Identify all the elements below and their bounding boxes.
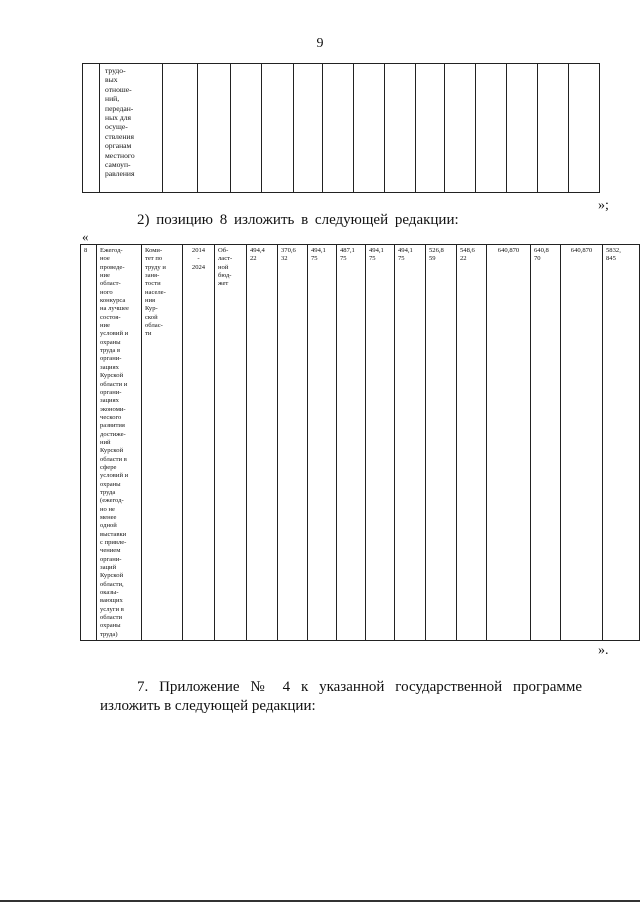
top-cell	[262, 64, 294, 193]
description-line: ческого	[100, 413, 122, 421]
description-line: развития	[100, 422, 125, 430]
description-line: зациях	[100, 397, 119, 405]
cell-value	[278, 245, 308, 641]
page-number: 9	[316, 36, 324, 51]
description-line: област-	[100, 280, 121, 288]
description-line: но не	[100, 505, 115, 513]
top-cell	[294, 64, 323, 193]
description-line: условий и	[100, 330, 129, 338]
value-line: 5832,	[606, 247, 621, 254]
cell-value	[247, 245, 278, 641]
description-line: органи-	[100, 555, 122, 563]
page-bottom-rule	[0, 900, 640, 902]
executor-line: облас-	[145, 322, 163, 330]
top-cell	[569, 64, 600, 193]
paragraph-7	[100, 678, 582, 716]
description-line: органи-	[100, 388, 122, 396]
description-line: услуги в	[100, 605, 124, 613]
source-line: Об-	[218, 247, 229, 254]
description-line: охраны	[100, 338, 121, 346]
source-line: бюд-	[218, 272, 232, 280]
period-line: 2014	[191, 247, 206, 254]
value-line: 494,1	[398, 247, 413, 254]
description-line: состоя-	[100, 313, 121, 321]
description-line: Курской	[100, 447, 124, 455]
description-line: чением	[100, 547, 121, 555]
description-line: (ежегод-	[100, 497, 124, 505]
value-line: 22	[250, 255, 257, 263]
value-line: 640,8	[534, 247, 549, 254]
description-line: ние	[100, 272, 110, 280]
description-line: одной	[100, 522, 117, 530]
top-cell-num	[83, 64, 100, 193]
top-cell	[198, 64, 231, 193]
value-line: 59	[429, 255, 436, 263]
description-line: охраны	[100, 480, 121, 488]
executor-line: тости	[145, 280, 161, 288]
value-line: 75	[311, 255, 318, 263]
description-line: ное	[100, 255, 110, 263]
cell-value	[366, 245, 395, 641]
executor-line: ской	[145, 313, 158, 321]
text-line: местного	[105, 150, 135, 160]
top-cell	[354, 64, 385, 193]
closing-quote-1: »;	[598, 198, 609, 213]
period-line: -	[197, 255, 200, 263]
description-line: области в	[100, 455, 127, 463]
top-table-fragment	[82, 63, 600, 193]
cell-value	[308, 245, 337, 641]
source-line: ной	[218, 263, 229, 271]
executor-line: ния	[145, 297, 156, 305]
closing-quote-2: ».	[598, 643, 609, 658]
paragraph-7-line-2: изложить в следующей редакции:	[100, 698, 316, 714]
description-line: труда)	[100, 630, 118, 638]
value-line: 22	[460, 255, 467, 263]
executor-line: ти	[145, 330, 152, 338]
cell-value	[487, 245, 531, 641]
period-line: 2024	[191, 263, 206, 271]
description-line: Курской	[100, 372, 124, 380]
value-line: 494,1	[369, 247, 384, 254]
top-cell	[163, 64, 198, 193]
description-line: проведе-	[100, 263, 125, 271]
cell-value	[426, 245, 457, 641]
value-line: 845	[606, 255, 616, 263]
executor-line: заня-	[145, 272, 160, 280]
description-line: оказы-	[100, 589, 119, 597]
top-cell	[538, 64, 569, 193]
value-line: 548,6	[460, 247, 475, 254]
description-line: конкурса	[100, 297, 126, 305]
cell-period	[183, 245, 215, 641]
description-line: Курской	[100, 572, 124, 580]
description-line: области,	[100, 580, 124, 588]
cell-value	[603, 245, 640, 641]
value-line: 70	[534, 255, 541, 263]
opening-quote: «	[82, 229, 89, 244]
top-cell	[445, 64, 476, 193]
description-line: труда	[100, 488, 116, 496]
item-2-text: 2) позицию 8 изложить в следующей редакции:	[137, 212, 459, 228]
description-line: выставки	[100, 530, 127, 538]
cell-value	[395, 245, 426, 641]
description-line: ного	[100, 288, 113, 296]
value-line: 487,1	[340, 247, 355, 254]
description-line: труда в	[100, 347, 121, 355]
description-line: с привле-	[100, 539, 127, 547]
description-line: достиже-	[100, 430, 126, 438]
description-line: ние	[100, 322, 110, 330]
description-line: вающих	[100, 597, 123, 605]
description-line: условий и	[100, 472, 129, 480]
top-fragment-text	[100, 64, 162, 179]
value-line: 526,8	[429, 247, 444, 254]
value-line: 494,4	[250, 247, 265, 254]
description-line: охраны	[100, 622, 121, 630]
top-cell	[231, 64, 262, 193]
source-line: ласт-	[218, 255, 233, 263]
top-cell	[385, 64, 416, 193]
cell-num: 8	[81, 245, 97, 641]
executor-line: тет по	[145, 255, 163, 263]
description-line: сфере	[100, 463, 117, 471]
cell-description	[97, 245, 142, 641]
text-line: трудо-	[105, 66, 126, 75]
paragraph-7-line-1: 7. Приложение № 4 к указанной государственной программе	[137, 679, 582, 695]
value-line: 494,1	[311, 247, 326, 254]
executor-line: труду и	[145, 263, 166, 271]
cell-value	[561, 245, 603, 641]
description-line: области	[100, 614, 123, 622]
value-line: 640,870	[570, 247, 593, 254]
text-line: отноше-	[105, 84, 132, 94]
text-line: ний,	[105, 94, 120, 104]
source-line: жет	[218, 280, 229, 288]
text-line: равления	[105, 169, 135, 179]
value-line: 75	[398, 255, 405, 263]
text-line: ствления	[105, 131, 134, 141]
executor-line: населе-	[145, 288, 166, 296]
text-line: самоуп-	[105, 160, 131, 170]
value-line: 370,6	[281, 247, 296, 254]
value-line: 75	[369, 255, 376, 263]
cell-executor	[142, 245, 183, 641]
description-line: области и	[100, 380, 128, 388]
text-line: ных для	[105, 113, 132, 123]
top-cell	[507, 64, 538, 193]
top-cell	[416, 64, 445, 193]
cell-value	[531, 245, 561, 641]
cell-value	[457, 245, 487, 641]
table-row	[81, 245, 640, 641]
description-line: Ежегод-	[100, 247, 123, 254]
top-cell	[476, 64, 507, 193]
description-line: менее	[100, 514, 117, 521]
description-line: заций	[100, 564, 117, 572]
text-line: органам	[105, 141, 132, 151]
description-line: экономи-	[100, 405, 126, 413]
top-cell-text	[100, 64, 163, 193]
executor-line: Кур-	[145, 305, 158, 313]
value-line: 32	[281, 255, 288, 263]
cell-source	[215, 245, 247, 641]
cell-value	[337, 245, 366, 641]
text-line: передан-	[105, 103, 134, 113]
value-line: 75	[340, 255, 347, 263]
text-line: осуще-	[105, 122, 128, 132]
executor-line: Коми-	[145, 247, 163, 254]
main-table	[80, 244, 640, 641]
description-line: зациях	[100, 363, 119, 371]
top-cell	[323, 64, 354, 193]
text-line: вых	[105, 75, 118, 85]
description-line: на лучшее	[100, 305, 129, 313]
description-line: ний	[100, 438, 111, 446]
value-line: 640,870	[497, 247, 520, 254]
description-line: органи-	[100, 355, 122, 363]
